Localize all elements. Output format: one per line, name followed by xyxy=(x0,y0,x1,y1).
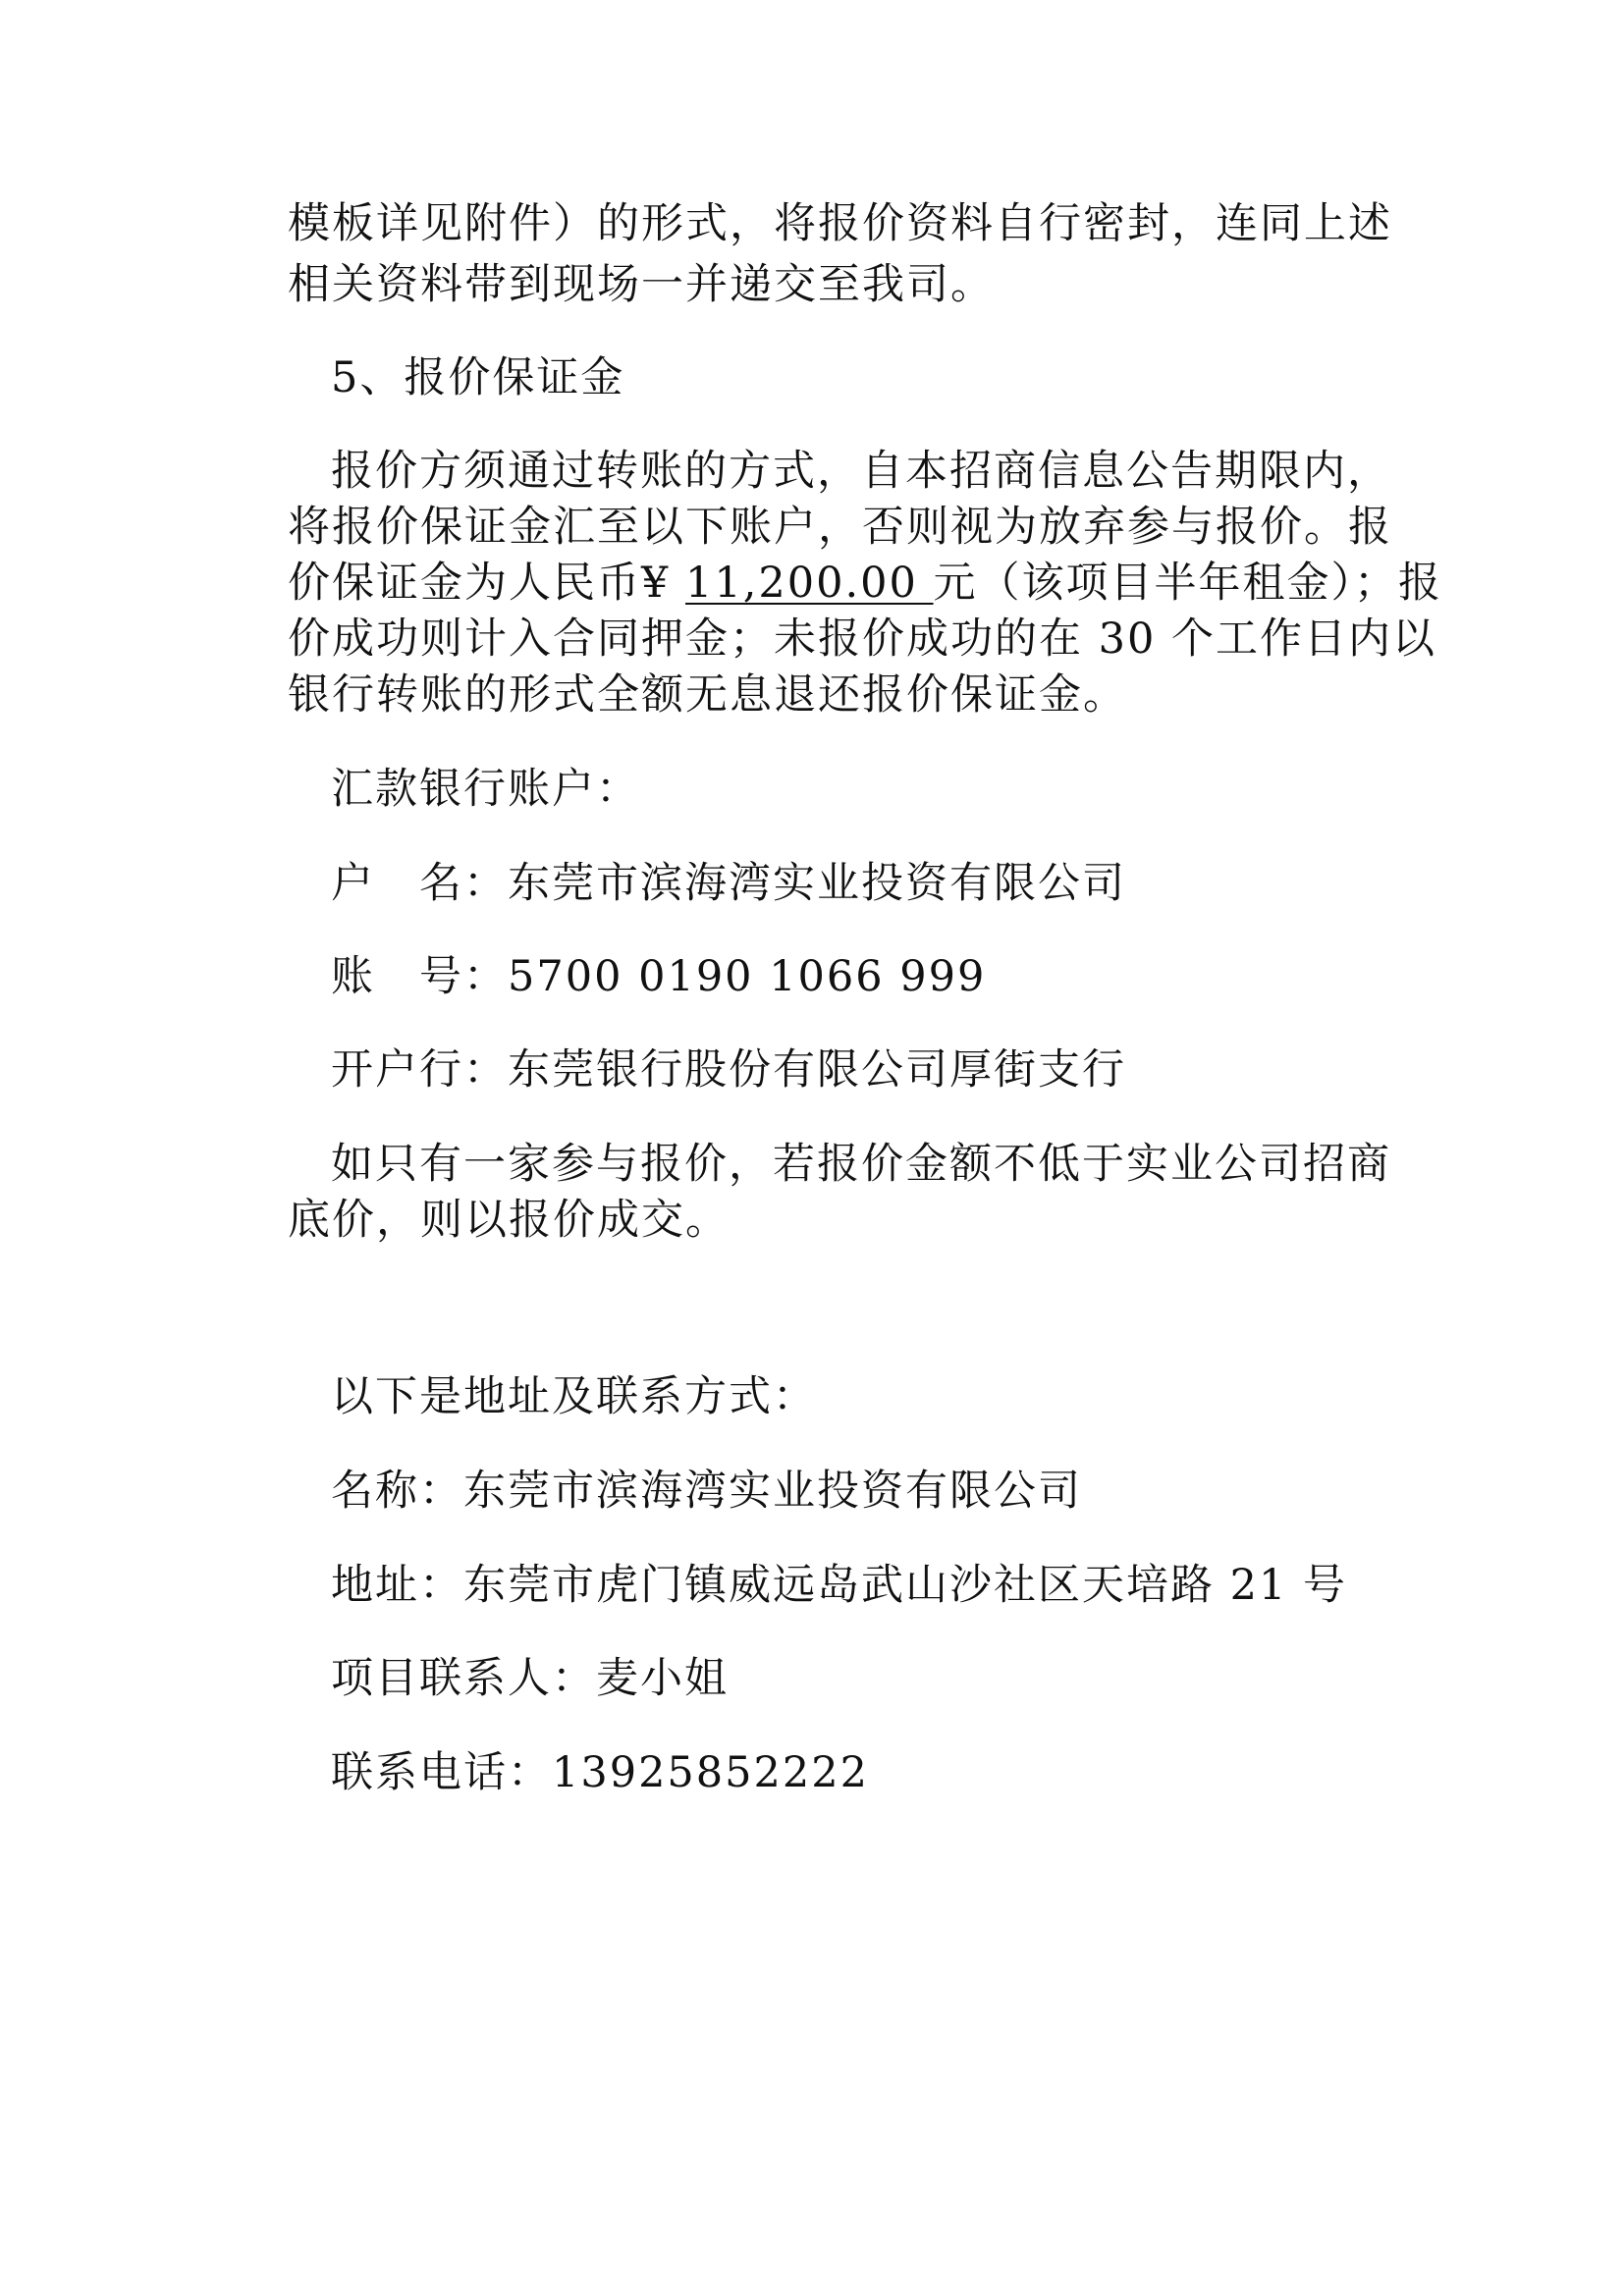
paragraph-1-line-1: 模板详见附件）的形式，将报价资料自行密封，连同上述 xyxy=(288,199,1392,248)
bank-account-title: 汇款银行账户： xyxy=(331,765,640,814)
bank-account-number: 账 号：5700 0190 1066 999 xyxy=(331,952,987,1001)
deposit-label: 价保证金为人民币¥ xyxy=(288,559,686,608)
deposit-note: 元（该项目半年租金）；报 xyxy=(933,559,1443,608)
paragraph-2-line-2: 将报价保证金汇至以下账户，否则视为放弃参与报价。报 xyxy=(288,503,1392,552)
paragraph-2-line-5: 银行转账的形式全额无息退还报价保证金。 xyxy=(288,670,1127,720)
contact-intro: 以下是地址及联系方式： xyxy=(331,1372,817,1421)
paragraph-2-line-3 xyxy=(288,556,1442,611)
contact-person: 项目联系人：麦小姐 xyxy=(331,1654,729,1703)
paragraph-3-line-2: 底价，则以报价成交。 xyxy=(288,1196,730,1245)
contact-phone: 联系电话：13925852222 xyxy=(331,1748,869,1797)
paragraph-3-line-1: 如只有一家参与报价，若报价金额不低于实业公司招商 xyxy=(331,1140,1391,1189)
bank-branch: 开户行：东莞银行股份有限公司厚街支行 xyxy=(331,1045,1126,1095)
contact-company-name: 名称：东莞市滨海湾实业投资有限公司 xyxy=(331,1467,1082,1516)
bank-account-name: 户 名：东莞市滨海湾实业投资有限公司 xyxy=(331,859,1126,908)
section-5-heading: 5、报价保证金 xyxy=(331,353,625,402)
paragraph-1-line-2: 相关资料带到现场一并递交至我司。 xyxy=(288,260,995,309)
deposit-amount: 11,200.00 xyxy=(685,559,934,608)
paragraph-2-line-1: 报价方须通过转账的方式，自本招商信息公告期限内， xyxy=(331,447,1391,496)
contact-address: 地址：东莞市虎门镇威远岛武山沙社区天培路 21 号 xyxy=(331,1561,1348,1610)
paragraph-2-line-4: 价成功则计入合同押金；未报价成功的在 30 个工作日内以 xyxy=(288,614,1437,664)
